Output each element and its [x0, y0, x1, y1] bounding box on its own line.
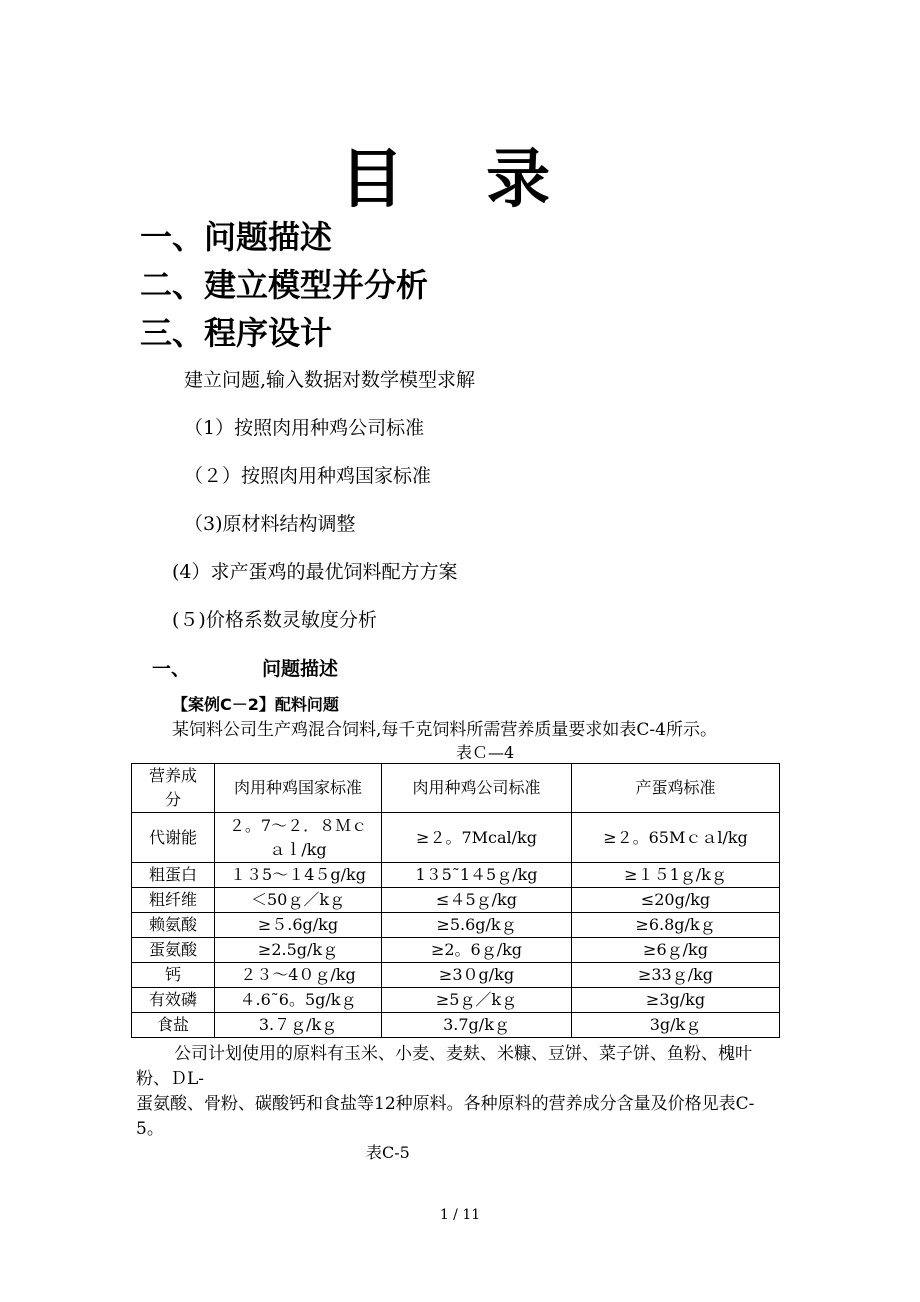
- section-title: 问题描述: [262, 658, 339, 680]
- page-title: 目 录: [339, 143, 581, 217]
- table-row: [132, 988, 780, 1013]
- table-cell: ≥2。6ｇ/kg: [382, 938, 572, 963]
- toc-sub-item: （3)原材料结构调整: [184, 513, 356, 535]
- table-header-cell: 营养成分: [132, 764, 215, 813]
- table-cell: ≥１５1ｇ/kｇ: [572, 863, 780, 888]
- table-cell: ≥5.6g/kｇ: [382, 913, 572, 938]
- table-row: [132, 938, 780, 963]
- section-heading: [152, 654, 338, 681]
- table-cell: ≥3g/kg: [572, 988, 780, 1013]
- toc-heading-3: 三、程序设计: [140, 314, 333, 352]
- table-caption: 表Ｃ—4: [456, 743, 515, 762]
- table-cell: ４.6˜6。5g/kｇ: [215, 988, 382, 1013]
- table-cell: ≤４5ｇ/kg: [382, 888, 572, 913]
- table-row: [132, 963, 780, 988]
- table-cell: ≥5ｇ／kｇ: [382, 988, 572, 1013]
- toc-sub-item: (4）求产蛋鸡的最优饲料配方方案: [172, 561, 458, 583]
- table-cell: 3g/kｇ: [572, 1013, 780, 1038]
- table-cell: ≥6.8g/kｇ: [572, 913, 780, 938]
- table-cell: ≥２。7Mcal/kg: [382, 813, 572, 863]
- toc-heading-2: 二、建立模型并分析: [140, 266, 429, 304]
- table-row: [132, 813, 780, 863]
- toc-sub-item: （1）按照肉用种鸡公司标准: [184, 417, 425, 439]
- table-cell: 钙: [132, 963, 215, 988]
- table-cell: 有效磷: [132, 988, 215, 1013]
- table-cell: ≥6ｇ/kg: [572, 938, 780, 963]
- table-cell: ≥５.6g/kg: [215, 913, 382, 938]
- table-cell: 赖氨酸: [132, 913, 215, 938]
- table-caption-2: 表C-5: [366, 1143, 410, 1162]
- table-cell: 3.7g/kｇ: [382, 1013, 572, 1038]
- table-cell: 1３5˜1４5ｇ/kg: [382, 863, 572, 888]
- paragraph-line: 蛋氨酸、骨粉、碳酸钙和食盐等12种原料。各种原料的营养成分含量及价格见表C-5。: [136, 1094, 755, 1139]
- table-cell: ≤20g/kg: [572, 888, 780, 913]
- table-cell: ≥２。65Mｃａl/kg: [572, 813, 780, 863]
- table-cell: 蛋氨酸: [132, 938, 215, 963]
- table-row: [132, 888, 780, 913]
- table-row: [132, 913, 780, 938]
- paragraph-line: 公司计划使用的原料有玉米、小麦、麦麸、米糠、豆饼、菜子饼、鱼粉、槐叶粉、ＤL-: [136, 1044, 752, 1089]
- toc-heading-1: 一、问题描述: [140, 218, 333, 256]
- section-number: 一、: [152, 658, 191, 680]
- table-row: [132, 1013, 780, 1038]
- toc-sub-item: (５)价格系数灵敏度分析: [172, 609, 377, 631]
- body-paragraph: [136, 1042, 776, 1142]
- table-cell: 3.７ｇ/kｇ: [215, 1013, 382, 1038]
- table-header-cell: 产蛋鸡标准: [572, 764, 780, 813]
- toc-sub-item: 建立问题,输入数据对数学模型求解: [184, 369, 476, 391]
- table-header-row: [132, 764, 780, 813]
- toc-sub-item: （２）按照肉用种鸡国家标准: [184, 465, 432, 487]
- table-cell: 食盐: [132, 1013, 215, 1038]
- table-cell: ≥33ｇ/kg: [572, 963, 780, 988]
- table-header-cell: 肉用种鸡国家标准: [215, 764, 382, 813]
- page-number: 1 / 11: [439, 1207, 481, 1223]
- table-cell: ≥2.5g/kｇ: [215, 938, 382, 963]
- nutrition-table: [131, 763, 780, 1038]
- table-row: [132, 863, 780, 888]
- intro-text: 某饲料公司生产鸡混合饲料,每千克饲料所需营养质量要求如表C-4所示。: [172, 720, 717, 740]
- table-cell: 粗蛋白: [132, 863, 215, 888]
- table-header-cell: 肉用种鸡公司标准: [382, 764, 572, 813]
- table-cell: １３5～１4５g/kg: [215, 863, 382, 888]
- table-cell: 代谢能: [132, 813, 215, 863]
- case-title: 【案例C－2】配料问题: [172, 695, 339, 714]
- table-cell: 粗纤维: [132, 888, 215, 913]
- table-cell: ＜50ｇ／kｇ: [215, 888, 382, 913]
- table-cell: ２。7～２．８Ｍｃａｌ/kg: [215, 813, 382, 863]
- table-cell: ２３～4０ｇ/kg: [215, 963, 382, 988]
- table-cell: ≥3０g/kg: [382, 963, 572, 988]
